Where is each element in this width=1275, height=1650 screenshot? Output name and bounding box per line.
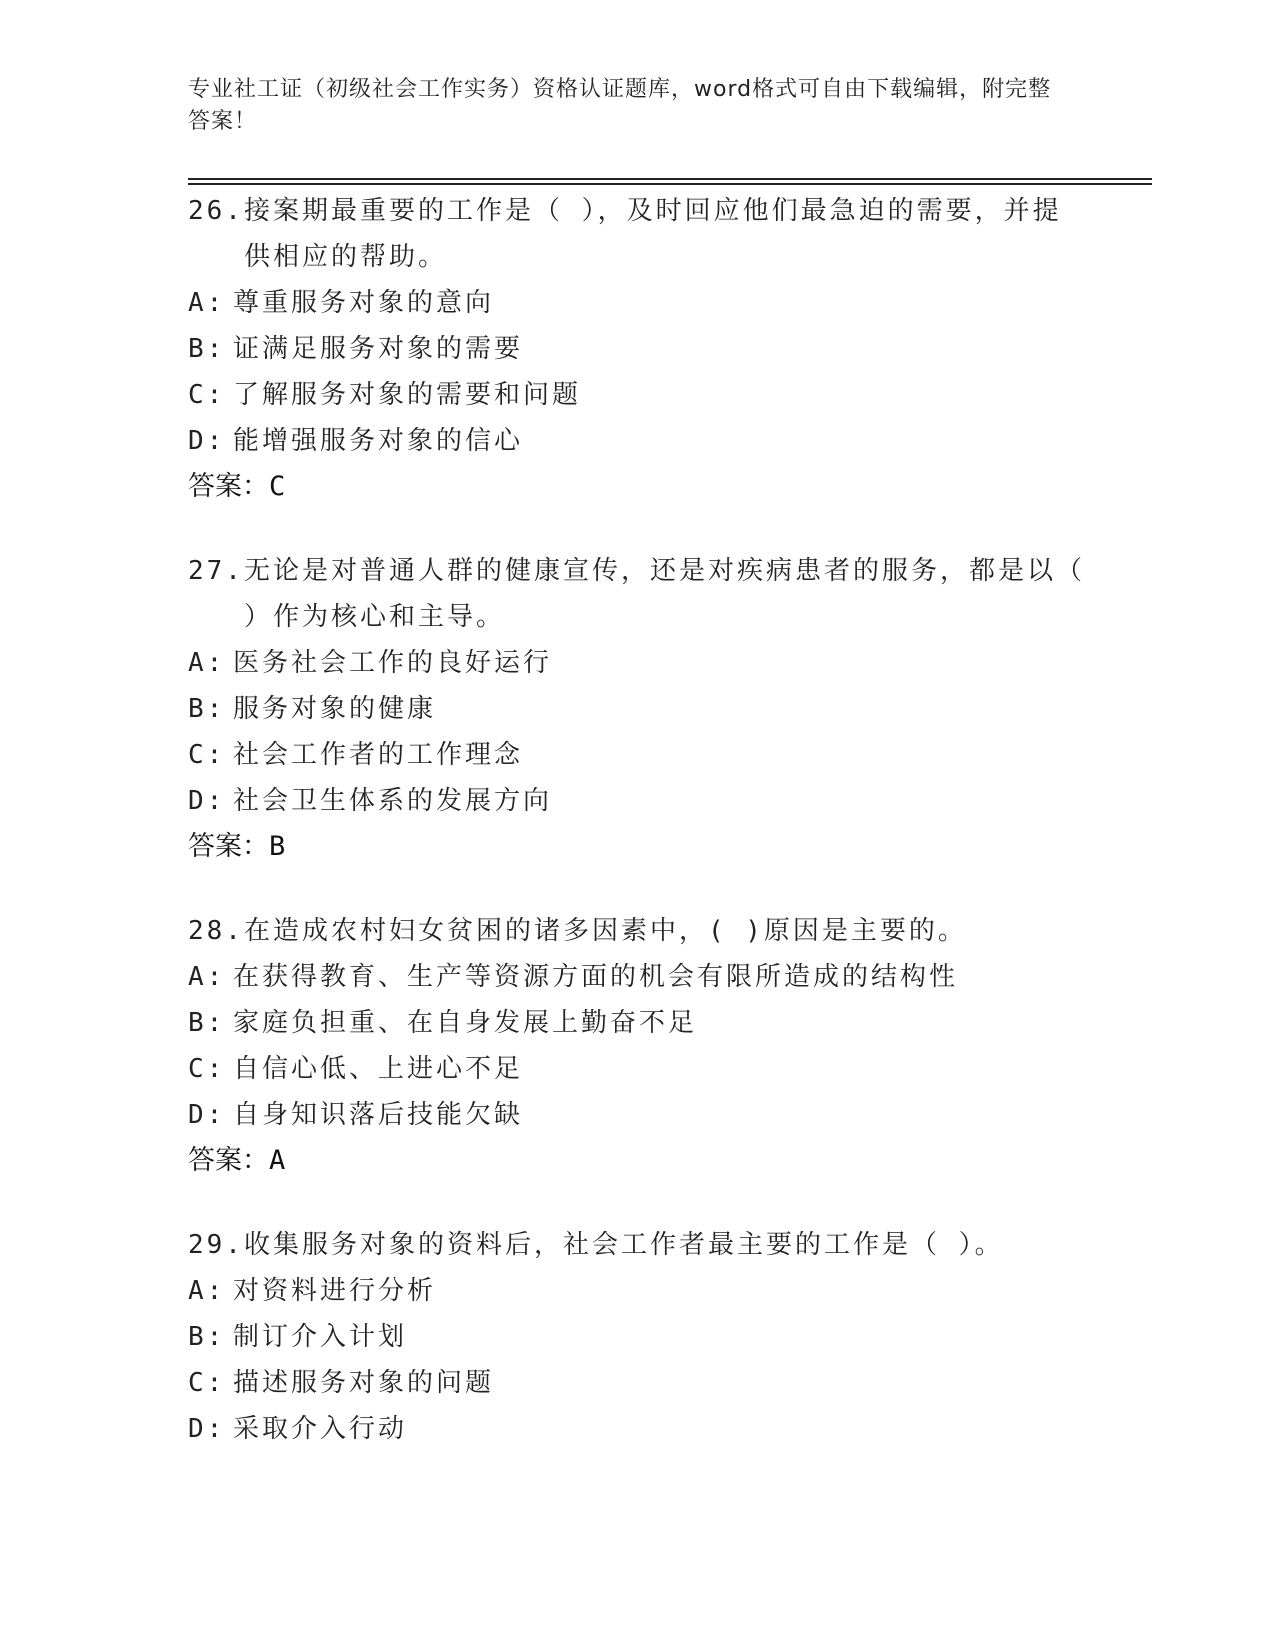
option-a bbox=[188, 954, 1088, 1000]
header-title: 专业社工证（初级社会工作实务）资格认证题库，word格式可自由下载编辑，附完整答案！ bbox=[188, 77, 1052, 134]
option-text: 在获得教育、生产等资源方面的机会有限所造成的结构性 bbox=[233, 962, 959, 992]
answer-value: C bbox=[269, 471, 286, 502]
option-label: A: bbox=[188, 288, 226, 318]
option-text: 社会工作者的工作理念 bbox=[233, 740, 524, 770]
option-label: B: bbox=[188, 334, 226, 364]
answer-label: 答案： bbox=[188, 1145, 269, 1176]
option-a bbox=[188, 280, 1088, 326]
option-label: D: bbox=[188, 1414, 226, 1444]
option-label: D: bbox=[188, 1100, 226, 1130]
option-label: B: bbox=[188, 1322, 226, 1352]
option-label: A: bbox=[188, 1276, 226, 1306]
question-stem bbox=[188, 908, 1088, 954]
option-d bbox=[188, 418, 1088, 464]
option-text: 自信心低、上进心不足 bbox=[233, 1054, 524, 1084]
option-text: 社会卫生体系的发展方向 bbox=[233, 786, 553, 816]
option-text: 了解服务对象的需要和问题 bbox=[233, 380, 582, 410]
question-text: 无论是对普通人群的健康宣传，还是对疾病患者的服务，都是以（ ）作为核心和主导。 bbox=[243, 556, 1085, 632]
answer-line bbox=[188, 824, 1088, 870]
option-text: 描述服务对象的问题 bbox=[233, 1368, 495, 1398]
option-label: C: bbox=[188, 740, 226, 770]
option-c bbox=[188, 372, 1088, 418]
option-b bbox=[188, 1314, 1088, 1360]
option-text: 家庭负担重、在自身发展上勤奋不足 bbox=[233, 1008, 698, 1038]
question-28 bbox=[188, 908, 1088, 1184]
question-stem bbox=[188, 1222, 1088, 1268]
option-label: B: bbox=[188, 1008, 226, 1038]
question-number: 27. bbox=[188, 556, 244, 586]
option-b bbox=[188, 686, 1088, 732]
option-d bbox=[188, 1092, 1088, 1138]
option-label: C: bbox=[188, 1368, 226, 1398]
option-c bbox=[188, 1360, 1088, 1406]
option-label: A: bbox=[188, 962, 226, 992]
option-label: D: bbox=[188, 786, 226, 816]
option-a bbox=[188, 1268, 1088, 1314]
option-b bbox=[188, 1000, 1088, 1046]
option-b bbox=[188, 326, 1088, 372]
option-c bbox=[188, 1046, 1088, 1092]
question-26 bbox=[188, 188, 1088, 510]
option-text: 能增强服务对象的信心 bbox=[233, 426, 524, 456]
option-c bbox=[188, 732, 1088, 778]
option-d bbox=[188, 778, 1088, 824]
question-27 bbox=[188, 548, 1088, 870]
option-a bbox=[188, 640, 1088, 686]
question-stem bbox=[188, 548, 1088, 640]
option-text: 尊重服务对象的意向 bbox=[233, 288, 495, 318]
option-label: C: bbox=[188, 380, 226, 410]
option-text: 对资料进行分析 bbox=[233, 1276, 437, 1306]
option-text: 服务对象的健康 bbox=[233, 694, 437, 724]
question-text: 接案期最重要的工作是（ ），及时回应他们最急迫的需要，并提供相应的帮助。 bbox=[243, 196, 1062, 272]
option-label: B: bbox=[188, 694, 226, 724]
header-divider-top bbox=[188, 178, 1152, 180]
option-text: 证满足服务对象的需要 bbox=[233, 334, 524, 364]
question-list bbox=[188, 188, 1088, 1490]
header-divider-bottom bbox=[188, 183, 1152, 185]
option-label: D: bbox=[188, 426, 226, 456]
answer-value: B bbox=[269, 831, 286, 862]
question-text: 收集服务对象的资料后，社会工作者最主要的工作是（ ）。 bbox=[243, 1230, 1004, 1260]
option-label: A: bbox=[188, 648, 226, 678]
question-text: 在造成农村妇女贫困的诸多因素中，( )原因是主要的。 bbox=[243, 916, 967, 946]
option-text: 制订介入计划 bbox=[233, 1322, 408, 1352]
answer-label: 答案： bbox=[188, 831, 269, 862]
option-text: 医务社会工作的良好运行 bbox=[233, 648, 553, 678]
document-header bbox=[188, 74, 1068, 138]
question-number: 28. bbox=[188, 916, 244, 946]
question-number: 29. bbox=[188, 1230, 244, 1260]
question-stem bbox=[188, 188, 1088, 280]
option-text: 采取介入行动 bbox=[233, 1414, 408, 1444]
answer-label: 答案： bbox=[188, 471, 269, 502]
option-text: 自身知识落后技能欠缺 bbox=[233, 1100, 524, 1130]
option-label: C: bbox=[188, 1054, 226, 1084]
option-d bbox=[188, 1406, 1088, 1452]
answer-line bbox=[188, 464, 1088, 510]
question-number: 26. bbox=[188, 196, 244, 226]
question-29 bbox=[188, 1222, 1088, 1452]
answer-line bbox=[188, 1138, 1088, 1184]
answer-value: A bbox=[269, 1145, 286, 1176]
